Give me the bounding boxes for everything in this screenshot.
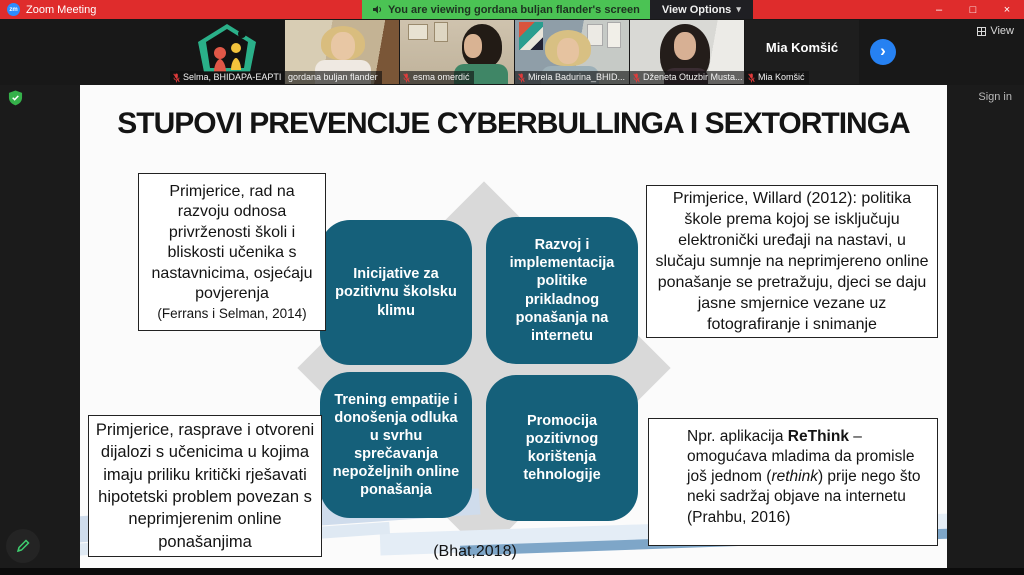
- note-citation: (Ferrans i Selman, 2014): [157, 305, 307, 321]
- slide-title: STUPOVI PREVENCIJE CYBERBULLINGA I SEXTORTINGA: [117, 107, 910, 140]
- mic-muted-icon: [173, 73, 180, 83]
- note-top-left: [138, 173, 326, 331]
- view-button-label: View: [990, 25, 1014, 37]
- video-tile-mirela[interactable]: [515, 20, 629, 84]
- note-text-part: Npr. aplikacija: [687, 428, 788, 445]
- note-text-part: –: [848, 428, 862, 445]
- mic-muted-icon: [748, 73, 755, 83]
- note-bottom-left: [88, 415, 322, 557]
- note-top-right: [646, 185, 938, 338]
- view-layout-button[interactable]: [977, 25, 1014, 37]
- pillar-text: Promocija pozitivnog korištenja tehnologije: [523, 412, 601, 484]
- participant-name: gordana buljan flander: [288, 72, 378, 82]
- pencil-icon: [15, 538, 31, 554]
- video-tile-gordana[interactable]: [285, 20, 399, 84]
- minimize-button[interactable]: –: [935, 3, 943, 16]
- note-text: [687, 427, 927, 447]
- participant-name: Selma, BHIDAPA-EAPTI: [183, 72, 282, 82]
- title-bar: [0, 0, 1024, 19]
- taskbar-strip: [0, 568, 1024, 575]
- note-text: Primjerice, rad na razvoju odnosa privrženosti školi i bliskosti učenika s nastavnicima, osjećaju povjerenja: [151, 182, 313, 303]
- note-text-italic: rethink: [771, 468, 818, 486]
- zoom-logo-icon: zm: [7, 3, 20, 16]
- video-thumbnail-strip: [0, 19, 1024, 85]
- screen-share-banner-text: You are viewing gordana buljan flander's screen: [388, 3, 640, 16]
- maximize-button[interactable]: □: [969, 3, 977, 16]
- speaker-icon: [372, 4, 383, 15]
- pillar-empathy-training: [320, 372, 472, 518]
- video-tile-selma[interactable]: [170, 20, 284, 84]
- presentation-slide: [80, 85, 947, 568]
- chevron-down-icon: ▾: [736, 4, 741, 14]
- participant-name: Mirela Badurina_BHID...: [528, 72, 626, 82]
- view-options-dropdown[interactable]: [650, 0, 753, 19]
- screen-share-banner: [362, 0, 650, 19]
- pillar-school-climate: [320, 220, 472, 365]
- participant-label: [285, 71, 382, 84]
- close-button[interactable]: ×: [1003, 3, 1011, 16]
- participant-label: [400, 71, 474, 84]
- note-citation: (Prahbu, 2016): [687, 508, 791, 526]
- participant-name: Dženeta Otuzbir Musta...: [643, 72, 743, 82]
- chevron-right-icon: ›: [880, 41, 886, 60]
- view-options-label: View Options: [661, 3, 732, 16]
- video-tile-esma[interactable]: [400, 20, 514, 84]
- participant-label: [170, 71, 284, 84]
- note-text-part: omogućava mladima da promisle još jednom (: [687, 448, 915, 486]
- mic-muted-icon: [518, 73, 525, 83]
- screen-share-banner-group: [362, 0, 753, 19]
- pillar-text: Trening empatije i donošenja odluka u svrhu sprečavanja nepoželjnih online ponašanja: [332, 391, 460, 499]
- note-text: Primjerice, Willard (2012): politika škole prema kojoj se isključuju elektronički uređaji na nastavi, u slučaju sumnje na neprimjereno online ponašanje se pretražuju, djeci se daju jasne smjernice vezane uz fotografiranje i snimanje: [655, 189, 929, 334]
- participant-label: [745, 71, 809, 84]
- security-shield-icon: [8, 90, 23, 106]
- slide-citation: (Bhat,2018): [433, 543, 517, 560]
- participant-name: Mia Komšić: [758, 72, 805, 82]
- note-text: [687, 447, 927, 507]
- annotate-button[interactable]: [6, 529, 40, 563]
- sign-in-link[interactable]: Sign in: [978, 91, 1012, 103]
- note-text: Primjerice, rasprave i otvoreni dijalozi s učenicima u kojima imaju priliku kritički rješavati hipotetski problem povezan s neprimjerenim online ponašanjima: [95, 420, 315, 551]
- video-tile-mia[interactable]: [745, 20, 859, 84]
- participant-label: [630, 71, 744, 84]
- gallery-grid-icon: [977, 27, 986, 36]
- shared-screen-area: [0, 85, 1024, 575]
- pillar-text: Razvoj i implementacija politike prikladnog ponašanja na internetu: [509, 237, 615, 344]
- window-title: Zoom Meeting: [26, 3, 97, 16]
- next-participants-button[interactable]: [870, 39, 896, 65]
- participant-label: [515, 71, 629, 84]
- mic-muted-icon: [633, 73, 640, 83]
- title-bar-left: [0, 3, 96, 16]
- note-text-bold: ReThink: [787, 428, 849, 445]
- note-text-part: ) prije nego što neki sadržaj objave na internetu: [687, 468, 921, 506]
- note-bottom-right: [648, 418, 938, 546]
- pillar-internet-policy: [486, 217, 638, 364]
- participant-name: esma omerdić: [413, 72, 470, 82]
- participant-display-name: Mia Komšić: [765, 40, 839, 55]
- pillar-text: Inicijative za pozitivnu školsku klimu: [335, 266, 457, 319]
- mic-muted-icon: [403, 73, 410, 83]
- window-controls: [922, 0, 1024, 19]
- video-tile-dzeneta[interactable]: [630, 20, 744, 84]
- pillar-positive-technology: [486, 375, 638, 521]
